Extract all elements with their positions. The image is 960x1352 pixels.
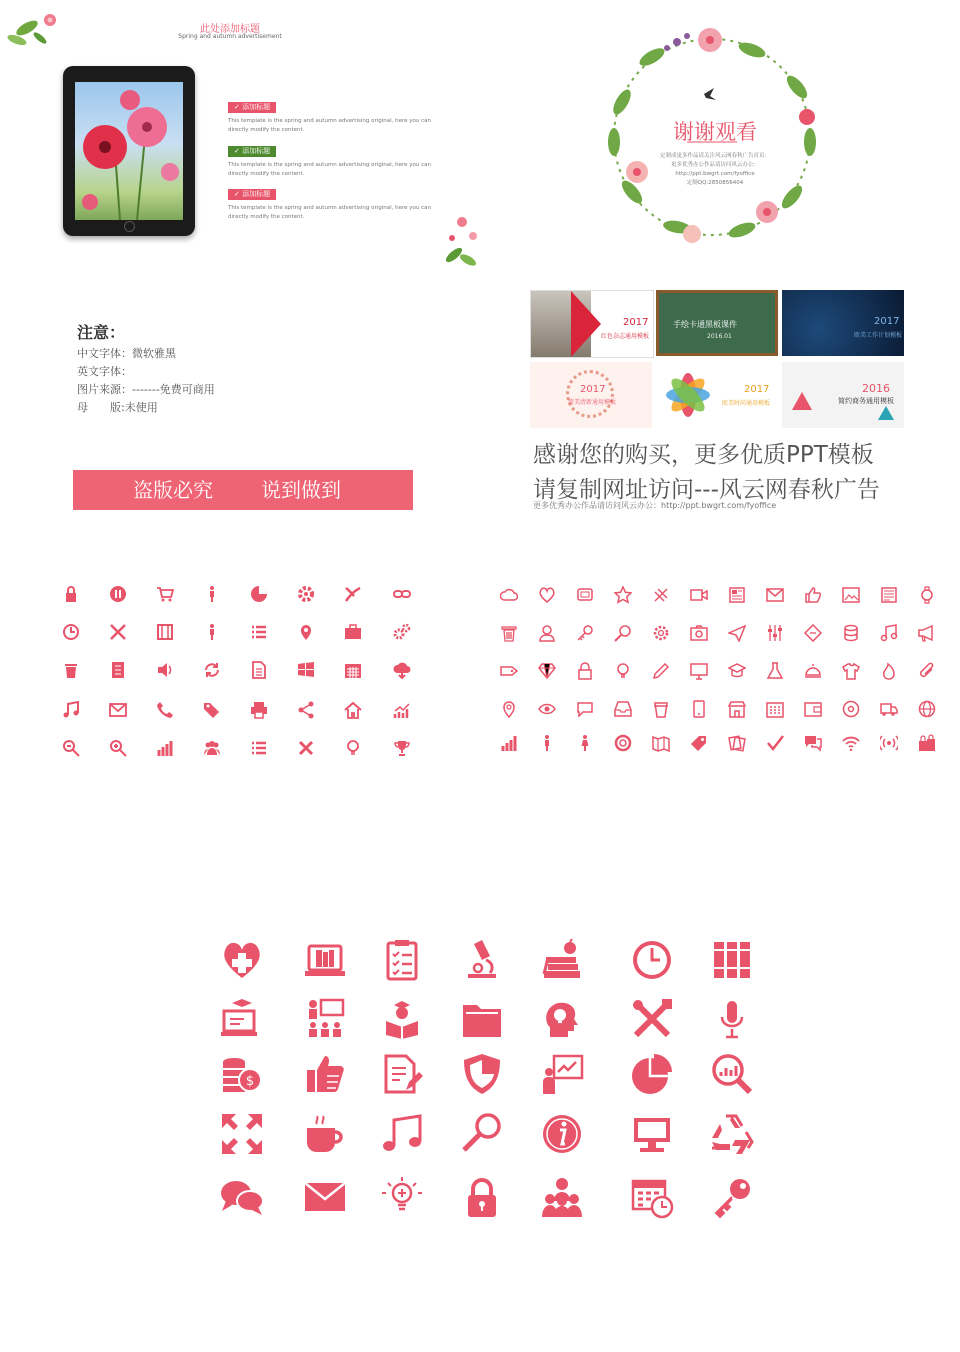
- pause-icon: [109, 585, 127, 603]
- template-thumb: [530, 362, 652, 428]
- thumb-name: 红色杂志通用模板: [601, 333, 650, 340]
- graduation-cap-icon: [728, 662, 746, 680]
- thanks-line: 更多优秀办公作品请访问风云办公：http://ppt.bwgrt.com/fyoffice: [670, 162, 759, 177]
- coins-icon: [220, 1052, 264, 1096]
- notes-title: 注意：: [77, 323, 126, 342]
- calendar-icon: [766, 700, 784, 718]
- zoom-in-icon: [109, 739, 127, 757]
- gears-icon: [393, 623, 411, 641]
- chat-bubble-icon: [576, 700, 594, 718]
- template-thumb: [782, 290, 904, 356]
- thumb-name: 简美清新通用模板: [568, 399, 617, 406]
- banner-left: 盗版必究: [133, 478, 213, 502]
- female-icon: [576, 734, 594, 752]
- slide-1: [0, 0, 480, 270]
- item-tag: ✓ 添加标题: [228, 189, 276, 200]
- database-icon: [842, 624, 860, 642]
- chat-icon: [804, 734, 822, 752]
- idea-bulb-icon: [380, 1175, 424, 1219]
- clock-icon: [630, 938, 674, 982]
- notes-line: 图片来源：-------免费可商用: [77, 383, 215, 396]
- flask-icon: [766, 662, 784, 680]
- pie-chart-icon: [250, 585, 268, 603]
- light-bulb-icon: [344, 739, 362, 757]
- medical-heart-icon: [220, 938, 264, 982]
- link-icon: [393, 585, 411, 603]
- disc-icon: [842, 700, 860, 718]
- notebook-icon: [109, 661, 127, 679]
- fire-icon: [880, 662, 898, 680]
- watch-icon: [918, 586, 936, 604]
- thanks-title: 谢谢观看: [673, 120, 757, 144]
- gear-icon: [652, 624, 670, 642]
- calendar-icon: [344, 661, 362, 679]
- truck-icon: [880, 700, 898, 718]
- eye-icon: [538, 700, 556, 718]
- male-icon: [538, 734, 556, 752]
- thumb-name: 简约商务通用模板: [838, 397, 894, 405]
- flower-decoration-icon: [440, 210, 480, 270]
- thanks-line: 定制成更多作品请关注风云网春秋广告首页：: [659, 153, 770, 159]
- tags-icon: [203, 701, 221, 719]
- thumbs-up-icon: [804, 586, 822, 604]
- notes-line: 母 版:未使用: [77, 401, 158, 414]
- item-2: [228, 138, 438, 179]
- ticket-icon: [804, 624, 822, 642]
- shopping-bags-icon: [918, 734, 936, 752]
- briefcase-icon: [344, 623, 362, 641]
- lifebuoy-icon: [614, 734, 632, 752]
- food-tray-icon: [804, 662, 822, 680]
- monitor-icon: [690, 662, 708, 680]
- clock-icon: [62, 623, 80, 641]
- promo-line-2: 请复制网址访问---风云网春秋广告: [533, 477, 880, 503]
- item-text: This template is the spring and autumn advertising original, here you can directly modify the content.: [228, 118, 432, 133]
- expand-arrows-icon: [220, 1112, 264, 1156]
- microscope-icon: [460, 938, 504, 982]
- location-icon: [297, 623, 315, 641]
- camera-icon: [690, 624, 708, 642]
- microphone-icon: [710, 997, 754, 1041]
- thumbs-up-icon: [303, 1052, 347, 1096]
- cloud-icon: [500, 586, 518, 604]
- notes-line: 中文字体：微软雅黑: [77, 347, 176, 360]
- key-icon: [710, 1175, 754, 1219]
- t-shirt-icon: [842, 662, 860, 680]
- cloud-download-icon: [393, 661, 411, 679]
- cup-icon: [652, 700, 670, 718]
- wifi-icon: [842, 734, 860, 752]
- binders-icon: [710, 938, 754, 982]
- video-camera-icon: [690, 586, 708, 604]
- shield-icon: [460, 1052, 504, 1096]
- search-icon: [614, 624, 632, 642]
- image-icon: [842, 586, 860, 604]
- thumb-name: 欧美工作计划模板: [854, 332, 903, 339]
- map-icon: [652, 734, 670, 752]
- coffee-cup-icon: [303, 1112, 347, 1156]
- trash-icon: [500, 624, 518, 642]
- promo-line-1: 感谢您的购买，更多优质PPT模板: [533, 442, 874, 468]
- slide-title: 此处添加标题: [200, 24, 260, 35]
- mobile-icon: [690, 700, 708, 718]
- diamond-icon: [538, 662, 556, 680]
- group-icon: [203, 739, 221, 757]
- home-icon: [344, 701, 362, 719]
- sliders-icon: [766, 624, 784, 642]
- star-icon: [614, 586, 632, 604]
- person-icon: [203, 585, 221, 603]
- trash-icon: [62, 661, 80, 679]
- cards-icon: [728, 734, 746, 752]
- student-reading-icon: [380, 997, 424, 1041]
- calendar-clock-icon: [630, 1175, 674, 1219]
- folder-icon: [460, 997, 504, 1041]
- tools-icon: [109, 623, 127, 641]
- satellite-icon: [652, 586, 670, 604]
- user-icon: [538, 624, 556, 642]
- send-icon: [728, 624, 746, 642]
- refresh-icon: [203, 661, 221, 679]
- music-notes-icon: [380, 1112, 424, 1156]
- close-icon: [297, 739, 315, 757]
- tools-icon: [630, 997, 674, 1041]
- trophy-icon: [393, 739, 411, 757]
- heart-icon: [538, 586, 556, 604]
- pie-chart-icon: [630, 1052, 674, 1096]
- item-tag: ✓ 添加标题: [228, 146, 276, 157]
- monitor-icon: [630, 1112, 674, 1156]
- slide-2: [480, 0, 960, 270]
- promo-url: 更多优秀办公作品请访问风云办公：http://ppt.bwgrt.com/fyoffice: [533, 501, 777, 510]
- zoom-out-icon: [62, 739, 80, 757]
- phone-icon: [156, 701, 174, 719]
- thumb-year: 2016: [862, 382, 890, 395]
- thumb-year: 2017: [623, 317, 649, 328]
- clipboard-checklist-icon: [380, 938, 424, 982]
- windows-icon: [297, 661, 315, 679]
- leaf-decoration-icon: [5, 8, 65, 53]
- document-icon: [250, 661, 268, 679]
- info-icon: [540, 1112, 584, 1156]
- thumb-year: 2017: [874, 316, 900, 327]
- newspaper-icon: [880, 586, 898, 604]
- recycle-icon: [710, 1112, 754, 1156]
- icon-set-3: [0, 920, 960, 1230]
- location-icon: [500, 700, 518, 718]
- icon-set-2: [480, 540, 960, 810]
- online-education-icon: [220, 997, 264, 1041]
- merge-arrows-icon: [344, 585, 362, 603]
- laptop-books-icon: [303, 938, 347, 982]
- gear-icon: [297, 585, 315, 603]
- notes-line: 英文字体：: [77, 365, 132, 378]
- mail-icon: [766, 586, 784, 604]
- tag-icon: [500, 662, 518, 680]
- classroom-icon: [303, 997, 347, 1041]
- share-icon: [297, 701, 315, 719]
- printer-icon: [250, 701, 268, 719]
- tv-icon: [576, 586, 594, 604]
- presentation-icon: [540, 1052, 584, 1096]
- template-thumb: [656, 362, 778, 428]
- check-icon: [766, 734, 784, 752]
- template-thumb: [530, 290, 654, 358]
- pencil-icon: [652, 662, 670, 680]
- music-note-icon: [880, 624, 898, 642]
- template-thumb: [656, 290, 778, 356]
- wallet-icon: [804, 700, 822, 718]
- thumb-name: 2016.01: [707, 333, 732, 340]
- icon-set-1: [0, 540, 480, 810]
- thanks-text: [640, 152, 790, 188]
- bar-chart-icon: [156, 739, 174, 757]
- inbox-icon: [614, 700, 632, 718]
- thumb-year: 2017: [580, 384, 606, 395]
- light-bulb-icon: [614, 662, 632, 680]
- price-tag-icon: [690, 734, 708, 752]
- megaphone-icon: [918, 624, 936, 642]
- item-tag: ✓ 添加标题: [228, 102, 276, 113]
- padlock-icon: [460, 1175, 504, 1219]
- document-edit-icon: [380, 1052, 424, 1096]
- team-icon: [540, 1175, 584, 1219]
- growth-chart-icon: [393, 701, 411, 719]
- volume-icon: [156, 661, 174, 679]
- envelope-icon: [303, 1175, 347, 1219]
- shop-icon: [728, 700, 746, 718]
- analytics-search-icon: [710, 1052, 754, 1096]
- banner-right: 说到做到: [261, 478, 341, 502]
- key-icon: [576, 624, 594, 642]
- paperclip-icon: [918, 662, 936, 680]
- books-apple-icon: [540, 938, 584, 982]
- music-note-icon: [62, 701, 80, 719]
- slide-3: [0, 270, 480, 540]
- item-text: This template is the spring and autumn advertising original, here you can directly modify the content.: [228, 162, 432, 177]
- chat-bubbles-icon: [220, 1175, 264, 1219]
- cart-icon: [156, 585, 174, 603]
- lock-icon: [62, 585, 80, 603]
- globe-icon: [918, 700, 936, 718]
- thumb-name: 欧美时尚通用模板: [722, 400, 771, 407]
- list-icon: [250, 623, 268, 641]
- slide-subtitle: Spring and autumn advertisement: [178, 33, 282, 40]
- magnifier-icon: [460, 1112, 504, 1156]
- item-text: This template is the spring and autumn advertising original, here you can directly modify the content.: [228, 205, 432, 220]
- thumb-year: 手绘卡通黑板课件: [673, 320, 737, 329]
- film-icon: [156, 623, 174, 641]
- copyright-banner: [73, 470, 413, 510]
- thumb-year: 2017: [744, 384, 770, 395]
- head-idea-icon: [540, 997, 584, 1041]
- template-thumb: [782, 362, 904, 428]
- tablet-image: [63, 66, 195, 236]
- svg-text:$: $: [245, 1074, 255, 1089]
- person-icon: [203, 623, 221, 641]
- newspaper-icon: [728, 586, 746, 604]
- item-1: [228, 94, 438, 135]
- thanks-line: 定制QQ:2850856404: [686, 180, 744, 186]
- broadcast-icon: [880, 734, 898, 752]
- list-icon: [250, 739, 268, 757]
- lock-icon: [576, 662, 594, 680]
- item-3: [228, 181, 438, 222]
- bar-chart-icon: [500, 734, 518, 752]
- mail-icon: [109, 701, 127, 719]
- promo-text: [533, 438, 893, 508]
